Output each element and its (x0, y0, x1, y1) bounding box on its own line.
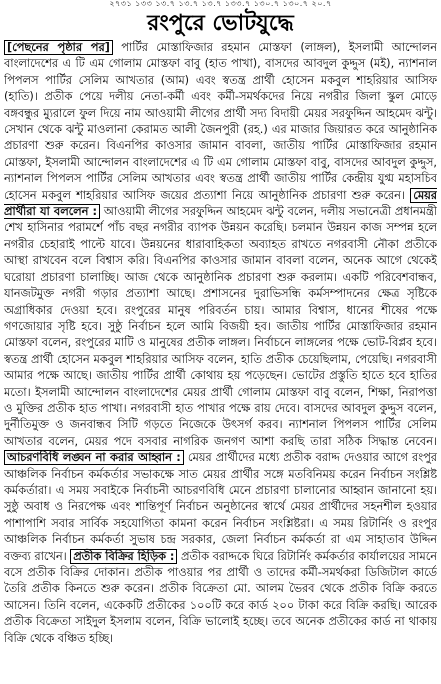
subhead-code-of-conduct: আচরণবিধি লঙ্ঘন না করার আহ্বান : (4, 450, 184, 465)
subhead-candidates-said: মেয়র প্রার্থীরা যা বললেন : (4, 188, 437, 219)
article-text: পার্টির মোস্তাফিজার রহমান মোস্তফা (লাঙ্গল), ইসলামী আন্দোলন বাংলাদেশের এ টি এম গোলাম মোস্তফা বাবু (হাত পাখা), বাসদের আবদুল কুদ্দুস (মই), ন্যাশনাল পিপলস পার্টির সেলিম আখতার (আম) এবং স্বতন্ত্র প্রার্থী হোসেন মকবুল শাহরিয়ার আসিফ (হাতি)। প্রতীক পেয়ে দলীয় নেতা-কর্মী এবং কর্মী-সমর্থকদের নিয়ে নগরীর জিলা স্কুল মোড়ে বঙ্গবন্ধুর ম্যুরালে ফুল দিয়ে নাম আওয়ামী লীগের প্রার্থী সদ্য বিদায়ী মেয়র সরফুদ্দিন আহমেদ ঝন্টু। সেখান থেকে ঝন্টু মাওলানা কেরামত আলী জৈনপুরী (রহ.) এর মাজার জিয়ারত করে আনুষ্ঠানিক প্রচারণা শুরু করেন। বিএনপির কাওসার জামান বাবলা, জাতীয় পার্টির মোস্তাফিজার রহমান মোস্তফা, ইসলামী আন্দোলন বাংলাদেশের এ টি এম গোলাম মোস্তফা বাবু, বাসদের আবদুল কুদ্দুস, ন্যাশনাল পিপলস পার্টির সেলিম আখতার এবং স্বতন্ত্র প্রার্থী জাতীয় পার্টির কেন্দ্রীয় যুগ্ম মহাসচিব হোসেন মকবুল শাহরিয়ার আসিফ জয়ের প্রত্যাশা নিয়ে আনুষ্ঠানিক প্রচারণা শুরু করেন। (4, 41, 437, 202)
header-strip: ২৭৩১ ১৩৩ ১৩.৭ ১৩.৭ ১৩.৭ ১৩৩.৭ ১৩০.৭ ১৩০.৭ ২০.৭ (109, 0, 332, 8)
subhead-symbol-sales: প্রতীক বিক্রির হিড়িক : (70, 549, 177, 564)
article-headline: রংপুরে ভোটযুদ্ধে (147, 11, 294, 36)
article-body (4, 40, 437, 682)
article-text: প্রতীক বরাদ্দকে ঘিরে রিটার্নিং কর্মকর্তার কার্যালয়ের সামনে বসে প্রতীক বিক্রির দোকান। প্রতীক পাওয়ার পর প্রার্থী ও তাদের কর্মী-সমর্থকরা ডিজিটাল কার্ডে তৈরি প্রতীক কিনতে শুরু করেন। প্রতীক বিক্রেতা মো. আলম ভৈরব থেকে প্রতীক বিক্রি করতে আসেন। তিনি বলেন, একেকটি প্রতীকের ১০০টি করে কার্ড ২০০ টাকা করে বিক্রি করছি। আরেক প্রতীক বিক্রেতা সাইদুল ইসলাম বলেন, বিক্রি ভালোই হচ্ছে। তবে অনেক প্রতীকের কার্ড না থাকায় বিক্রি থেকে বঞ্চিত হচ্ছি। (4, 549, 437, 645)
article-text: মেয়র প্রার্থীদের মধ্যে প্রতীক বরাদ্দ দেওয়ার আগে রংপুর আঞ্চলিক নির্বাচন কর্মকর্তার সভাকক্ষে সাত মেয়র প্রার্থীর সঙ্গে মতবিনিময় করেন নির্বাচন সংশ্লিষ্ট কর্মকর্তারা। এ সময় সবাইকে নির্বাচনী আচরণবিধি মেনে প্রচারণা চালানোর আহ্বান জানানো হয়। সুষ্ঠু অবাধ ও নিরপেক্ষ এবং শান্তিপূর্ণ নির্বাচন অনুষ্ঠানের স্বার্থে মেয়র প্রার্থীদের সহনশীল হওয়ার পাশাপাশি সবার সার্বিক সহযোগিতা কামনা করেন নির্বাচন সংশ্লিষ্টরা। এ সময় রিটার্নিং ও রংপুর আঞ্চলিক নির্বাচন কর্মকর্তা সুভাষ চন্দ্র সরকার, জেলা নির্বাচন কর্মকর্তা রা এম সাহাতাব উদ্দিন বক্তব্য রাখেন। (4, 451, 437, 563)
article-text: আওয়ামী লীগের সরফুদ্দিন আহমেদ ঝন্টু বলেন, দলীয় সভানেত্রী প্রধানমন্ত্রী শেখ হাসিনার পরামর্শে পাঁচ বছর নগরীর ব্যাপক উন্নয়ন করেছি। চলমান উন্নয়ন কাজ সম্পন্ন হলে নগরীর চেহারাই পাল্টে যাবে। উন্নয়নের ধারাবাহিকতা অব্যাহত রাখতে নগরবাসী নৌকা প্রতীকে আস্থা রাখবেন বলে বিশ্বাস করি। বিএনপির কাওসার জামান বাবলা বলেন, অনেক আগে থেকেই ঘরোয়া প্রচারণা চালাচ্ছি। আজ থেকে আনুষ্ঠানিক প্রচারণা শুরু করলাম। একটি পরিবেশবান্ধব, যানজটমুক্ত নগরী গড়ার প্রত্যাশা আছে। প্রশাসনের দুরাভিসন্ধি কর্মসম্পাদনের ক্ষেত্র সৃষ্টিকে অগ্রাধিকার দেওয়া হবে। রংপুরের মানুষ পরিবর্তন চায়। আমার বিশ্বাস, ধানের শীষের পক্ষে গণজোয়ার সৃষ্টি হবে। সুষ্ঠু নির্বাচন হলে আমি বিজয়ী হব। জাতীয় পার্টির মোস্তাফিজার রহমান মোস্তফা বলেন, রংপুরের মাটি ও মানুষের প্রতীক লাঙ্গল। নির্বাচনে লাঙ্গলের পক্ষে ভোট-বিপ্লব হবে। স্বতন্ত্র প্রার্থী হোসেন মকবুল শাহরিয়ার আসিফ বলেন, হাতি প্রতীক চেয়েছিলাম, পেয়েছি। নগরবাসী আমার পক্ষে আছে। জাতীয় পার্টির প্রার্থী কোথায় হয় পড়েছেন। ভোটের প্রস্তুতি হাতে হবে হাতির মতো। ইসলামী আন্দোলন বাংলাদেশের মেয়র প্রার্থী গোলাম মোস্তফা বাবু বলেন, শিক্ষা, নিরাপত্তা ও মুক্তির প্রতীক হাত পাখা। নগরবাসী হাত পাখার পক্ষে রায় দেবে। বাসদের আবদুল কুদ্দুস বলেন, দুর্নীতিমুক্ত ও জনবান্ধব সিটি গড়তে নিজেকে উৎসর্গ করব। ন্যাশনাল পিপলস পার্টির সেলিম আখতার বলেন, মেয়র পদে বসবার নাগরিক জনগণ আশা করছি তারা সঠিক সিদ্ধান্ত নেবেন। (4, 205, 437, 448)
article-paragraph (4, 40, 437, 647)
continuation-label: [পেছনের পৃষ্ঠার পর] (4, 40, 113, 55)
